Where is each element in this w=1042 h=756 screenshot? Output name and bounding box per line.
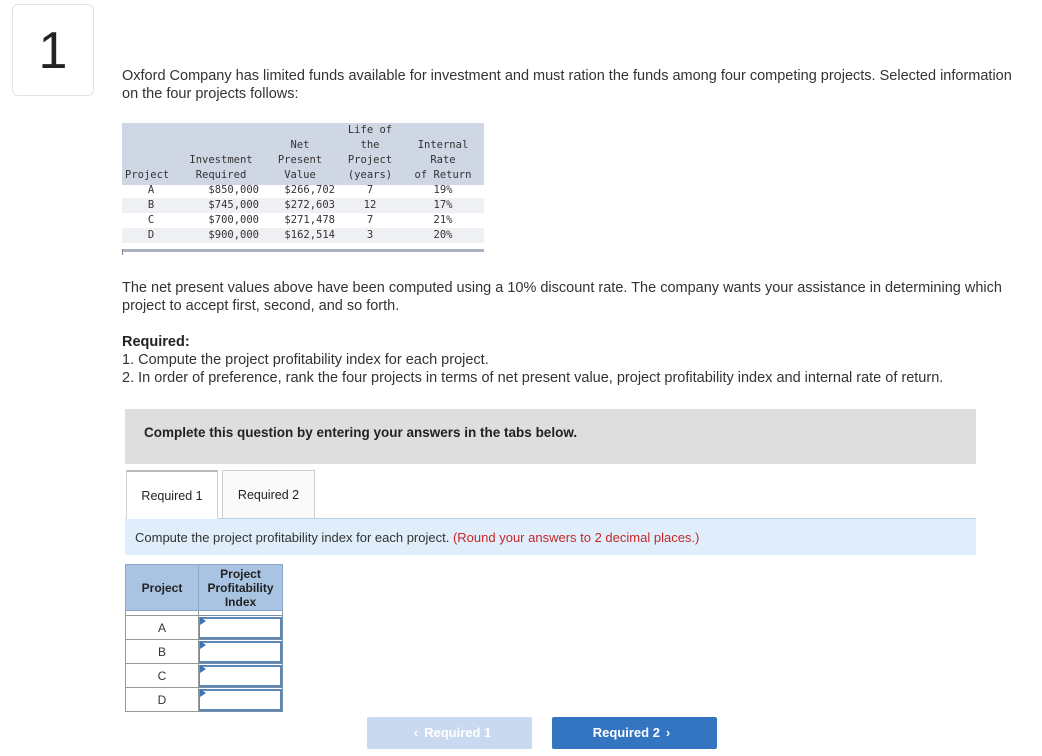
- input-flag-icon: [200, 641, 206, 649]
- tab-required-2[interactable]: Required 2: [222, 470, 315, 519]
- instructions-banner: Complete this question by entering your answers in the tabs below.: [125, 409, 976, 464]
- cell-npv: $162,514: [262, 228, 338, 243]
- cell-irr: 21%: [433, 214, 453, 226]
- input-flag-icon: [200, 617, 206, 625]
- cell-project: B: [122, 198, 180, 213]
- ppi-input-b[interactable]: [199, 640, 283, 664]
- input-flag-icon: [200, 665, 206, 673]
- cell-life: 12: [338, 198, 402, 213]
- answer-row-label: D: [126, 688, 199, 712]
- table-row: [122, 228, 484, 243]
- answer-row: [126, 664, 283, 688]
- cell-project: A: [147, 184, 155, 196]
- cell-irr: 19%: [433, 184, 453, 196]
- table-divider-tick: [122, 249, 123, 255]
- problem-paragraph: The net present values above have been computed using a 10% discount rate. The company wants your assistance in determining which project to accept first, second, and so forth.: [122, 280, 1002, 314]
- col-header-irr: Internal Rate of Return: [414, 139, 472, 181]
- cell-investment: $700,000: [208, 214, 259, 226]
- answer-row-label: A: [126, 616, 199, 640]
- answer-col-ppi: Project Profitability Index: [199, 565, 283, 611]
- cell-project: C: [147, 214, 155, 226]
- table-row: [122, 213, 484, 228]
- col-header-project: Project: [125, 169, 170, 181]
- tab-required-1[interactable]: Required 1: [126, 470, 218, 519]
- cell-project: D: [122, 228, 180, 243]
- table-divider: [122, 249, 484, 252]
- col-header-life: Life of the Project (years): [347, 124, 393, 181]
- cell-npv: $272,603: [262, 198, 338, 213]
- answer-table: [125, 564, 283, 712]
- required-title: Required:: [122, 334, 190, 350]
- ppi-input-c[interactable]: [199, 664, 283, 688]
- instruction-text: Compute the project profitability index for each project.: [135, 530, 450, 545]
- ppi-input-d[interactable]: [199, 688, 283, 712]
- table-row: [122, 183, 484, 198]
- cell-life: 7: [366, 214, 374, 226]
- next-required-button[interactable]: Required 2 ›: [552, 717, 717, 749]
- cell-npv: $271,478: [284, 214, 335, 226]
- question-number: 1: [12, 4, 94, 96]
- ppi-input-a[interactable]: [199, 616, 283, 640]
- answer-row: [126, 640, 283, 664]
- required-item-1: 1. Compute the project profitability index for each project.: [122, 352, 489, 368]
- col-header-investment: Investment Required: [189, 154, 253, 181]
- cell-life: 7: [366, 184, 374, 196]
- cell-investment: $900,000: [180, 228, 262, 243]
- tab-instruction: [125, 518, 976, 555]
- chevron-left-icon: ‹: [413, 725, 419, 740]
- cell-irr: 17%: [402, 198, 484, 213]
- cell-investment: $850,000: [208, 184, 259, 196]
- prev-required-button[interactable]: ‹ Required 1: [367, 717, 532, 749]
- rounding-note: (Round your answers to 2 decimal places.): [452, 530, 700, 545]
- input-flag-icon: [200, 689, 206, 697]
- answer-row-label: B: [126, 640, 199, 664]
- chevron-right-icon: ›: [665, 725, 671, 740]
- answer-col-project: Project: [126, 565, 199, 611]
- required-section: [122, 333, 1032, 387]
- col-header-npv: Net Present Value: [277, 139, 323, 181]
- cell-irr: 20%: [402, 228, 484, 243]
- cell-npv: $266,702: [284, 184, 335, 196]
- table-row: [122, 198, 484, 213]
- cell-investment: $745,000: [180, 198, 262, 213]
- given-data-table: [122, 123, 484, 255]
- answer-row: [126, 688, 283, 712]
- required-item-2: 2. In order of preference, rank the four projects in terms of net present value, project profitability index and internal rate of return.: [122, 370, 944, 386]
- answer-row-label: C: [126, 664, 199, 688]
- answer-row: [126, 616, 283, 640]
- cell-life: 3: [338, 228, 402, 243]
- problem-intro: Oxford Company has limited funds available for investment and must ration the funds among four competing projects. Selected information on the four projects follows:: [122, 68, 1012, 102]
